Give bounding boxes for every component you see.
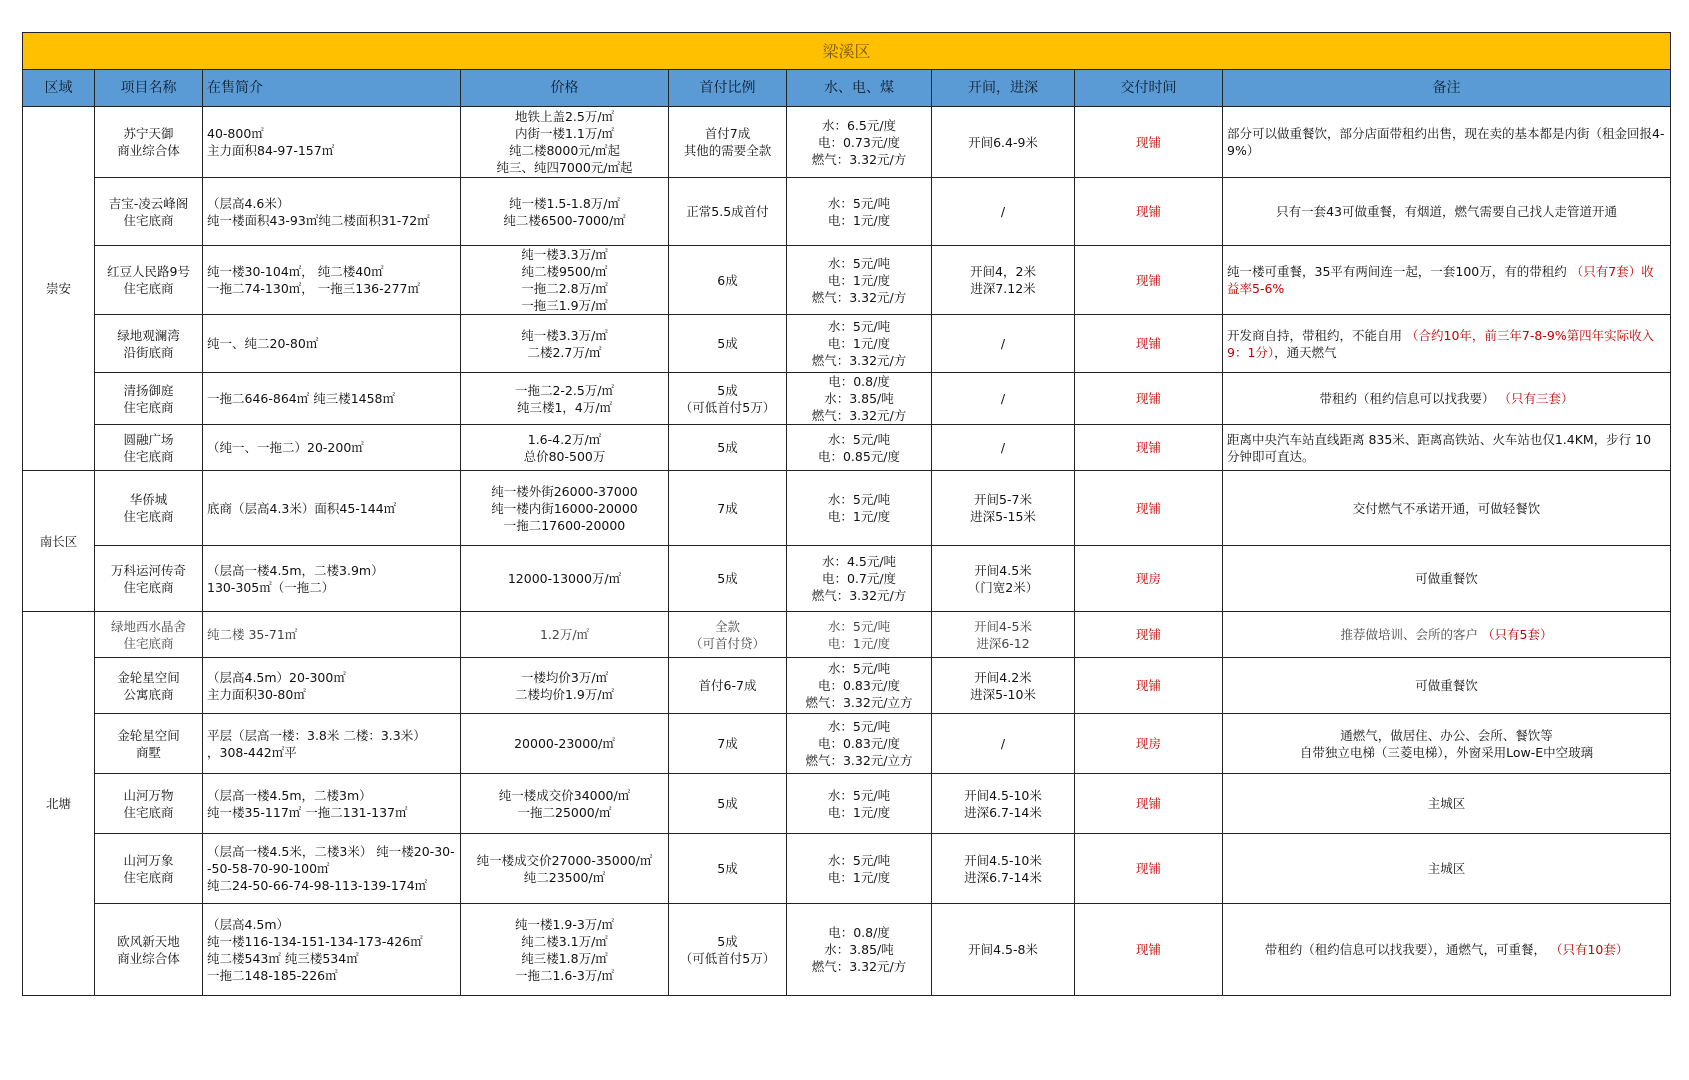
down-payment-cell: 5成 （可低首付5万）	[669, 373, 787, 425]
district-cell: 北塘	[23, 612, 95, 996]
remark-text: 带租约（租约信息可以找我要），通燃气，可重餐，	[1264, 942, 1546, 957]
delivery-cell: 现铺	[1075, 107, 1223, 178]
down-payment-cell: 7成	[669, 471, 787, 546]
down-payment-cell: 5成	[669, 425, 787, 471]
dimensions-cell: 开间4.5-10米 进深6.7-14米	[932, 774, 1075, 834]
remark-cell	[1223, 373, 1671, 425]
remark-text: 只有一套43可做重餐，有烟道，燃气需要自己找人走管道开通	[1276, 204, 1617, 219]
remark-highlight: （只有7套）收益率5-6%	[1227, 264, 1654, 296]
dimensions-cell: /	[932, 714, 1075, 774]
dimensions-cell: 开间4-5米 进深6-12	[932, 612, 1075, 658]
dimensions-cell: 开间4，2米 进深7.12米	[932, 246, 1075, 315]
utility-cell: 水：5元/吨 电：1元/度	[787, 612, 932, 658]
table-row	[23, 246, 1671, 315]
remark-text: 开发商自持，带租约，不能自用	[1227, 327, 1403, 343]
delivery-cell: 现铺	[1075, 373, 1223, 425]
dimensions-cell: 开间6.4-9米	[932, 107, 1075, 178]
remark-cell	[1223, 471, 1671, 546]
delivery-cell: 现铺	[1075, 658, 1223, 714]
table-row	[23, 425, 1671, 471]
remark-tail: ，通天燃气	[1274, 344, 1337, 360]
table-row	[23, 904, 1671, 996]
intro-cell: （层高4.5m） 纯一楼116-134-151-134-173-426㎡ 纯二楼543㎡ 纯三楼534㎡ 一拖二148-185-226㎡	[203, 904, 461, 996]
project-name-cell: 金轮星空间 公寓底商	[95, 658, 203, 714]
remark-cell	[1223, 774, 1671, 834]
district-cell: 崇安	[23, 107, 95, 471]
intro-cell: 40-800㎡ 主力面积84-97-157㎡	[203, 107, 461, 178]
remark-text: 纯一楼可重餐，35平有两间连一起，一套100万，有的带租约	[1227, 264, 1567, 279]
utility-cell: 水：5元/吨 电：0.83元/度 燃气：3.32元/立方	[787, 658, 932, 714]
price-cell: 一楼均价3万/㎡ 二楼均价1.9万/㎡	[461, 658, 669, 714]
dimensions-cell: /	[932, 425, 1075, 471]
dimensions-cell: 开间4.5-8米	[932, 904, 1075, 996]
header-cell: 交付时间	[1075, 70, 1223, 107]
project-name-cell: 华侨城 住宅底商	[95, 471, 203, 546]
delivery-cell: 现铺	[1075, 246, 1223, 315]
remark-cell	[1223, 315, 1671, 373]
table-row	[23, 612, 1671, 658]
header-row	[23, 70, 1671, 107]
project-name-cell: 苏宁天御 商业综合体	[95, 107, 203, 178]
delivery-cell: 现铺	[1075, 425, 1223, 471]
remark-text: 主城区	[1427, 861, 1466, 876]
price-cell: 纯一楼1.5-1.8万/㎡ 纯二楼6500-7000/㎡	[461, 178, 669, 246]
intro-cell: （纯一、一拖二）20-200㎡	[203, 425, 461, 471]
dimensions-cell: /	[932, 315, 1075, 373]
header-cell: 开间，进深	[932, 70, 1075, 107]
delivery-cell: 现铺	[1075, 904, 1223, 996]
dimensions-cell: /	[932, 373, 1075, 425]
delivery-cell: 现铺	[1075, 774, 1223, 834]
down-payment-cell: 5成	[669, 546, 787, 612]
project-name-cell: 绿地西水晶舍 住宅底商	[95, 612, 203, 658]
table-body	[23, 107, 1671, 996]
project-name-cell: 欧风新天地 商业综合体	[95, 904, 203, 996]
delivery-cell: 现铺	[1075, 471, 1223, 546]
property-table	[22, 32, 1671, 996]
remark-cell	[1223, 178, 1671, 246]
table-row	[23, 546, 1671, 612]
price-cell: 一拖二2-2.5万/㎡ 纯三楼1，4万/㎡	[461, 373, 669, 425]
price-cell: 12000-13000万/㎡	[461, 546, 669, 612]
project-name-cell: 山河万象 住宅底商	[95, 834, 203, 904]
remark-text: 带租约（租约信息可以找我要）	[1319, 391, 1495, 406]
project-name-cell: 山河万物 住宅底商	[95, 774, 203, 834]
remark-cell	[1223, 425, 1671, 471]
utility-cell: 水：5元/吨 电：1元/度	[787, 178, 932, 246]
intro-cell: （层高一楼4.5m，二楼3m） 纯一楼35-117㎡ 一拖二131-137㎡	[203, 774, 461, 834]
remark-text: 通燃气，做居住、办公、会所、餐饮等 自带独立电梯（三菱电梯），外窗采用Low-E中空玻璃	[1299, 727, 1594, 760]
delivery-cell: 现铺	[1075, 315, 1223, 373]
down-payment-cell: 全款 （可首付贷）	[669, 612, 787, 658]
remark-cell	[1223, 904, 1671, 996]
price-cell: 1.2万/㎡	[461, 612, 669, 658]
utility-cell: 水：5元/吨 电：0.83元/度 燃气：3.32元/立方	[787, 714, 932, 774]
spreadsheet	[22, 32, 1670, 996]
remark-cell	[1223, 834, 1671, 904]
delivery-cell: 现铺	[1075, 612, 1223, 658]
header-cell: 区域	[23, 70, 95, 107]
intro-cell: （层高一楼4.5米，二楼3米） 纯一楼20-30--50-58-70-90-100㎡ 纯二24-50-66-74-98-113-139-174㎡	[203, 834, 461, 904]
intro-cell: 底商（层高4.3米）面积45-144㎡	[203, 471, 461, 546]
utility-cell: 电：0.8/度 水：3.85/吨 燃气：3.32元/方	[787, 373, 932, 425]
utility-cell: 水：5元/吨 电：1元/度	[787, 834, 932, 904]
price-cell: 地铁上盖2.5万/㎡ 内街一楼1.1万/㎡ 纯二楼8000元/㎡起 纯三、纯四7000元/㎡起	[461, 107, 669, 178]
intro-cell: （层高4.5m）20-300㎡ 主力面积30-80㎡	[203, 658, 461, 714]
down-payment-cell: 6成	[669, 246, 787, 315]
down-payment-cell: 首付7成 其他的需要全款	[669, 107, 787, 178]
remark-highlight: （合约10年，前三年7-8-9%第四年实际收入9：1分）	[1227, 327, 1655, 360]
dimensions-cell: 开间4.2米 进深5-10米	[932, 658, 1075, 714]
remark-highlight: （只有三套）	[1494, 391, 1574, 406]
remark-text: 部分可以做重餐饮，部分店面带租约出售，现在卖的基本都是内街（租金回报4-9%）	[1227, 126, 1665, 158]
delivery-cell: 现铺	[1075, 834, 1223, 904]
remark-highlight: （只有10套）	[1545, 942, 1629, 957]
remark-cell	[1223, 658, 1671, 714]
header-cell: 项目名称	[95, 70, 203, 107]
project-name-cell: 万科运河传奇 住宅底商	[95, 546, 203, 612]
price-cell: 纯一楼成交价27000-35000/㎡ 纯二23500/㎡	[461, 834, 669, 904]
remark-cell	[1223, 246, 1671, 315]
delivery-cell: 现铺	[1075, 178, 1223, 246]
header-cell: 备注	[1223, 70, 1671, 107]
intro-cell: （层高4.6米） 纯一楼面积43-93㎡纯二楼面积31-72㎡	[203, 178, 461, 246]
remark-cell	[1223, 546, 1671, 612]
remark-highlight: （只有5套）	[1478, 627, 1553, 642]
header-cell: 在售简介	[203, 70, 461, 107]
utility-cell: 水：6.5元/度 电：0.73元/度 燃气：3.32元/方	[787, 107, 932, 178]
remark-text: 交付燃气不承诺开通，可做轻餐饮	[1352, 500, 1541, 516]
header-cell: 水、电、煤	[787, 70, 932, 107]
project-name-cell: 清扬御庭 住宅底商	[95, 373, 203, 425]
remark-text: 可做重餐饮	[1415, 678, 1478, 693]
intro-cell: 纯二楼 35-71㎡	[203, 612, 461, 658]
intro-cell: 一拖二646-864㎡ 纯三楼1458㎡	[203, 373, 461, 425]
utility-cell: 水：5元/吨 电：1元/度	[787, 774, 932, 834]
remark-text: 主城区	[1427, 796, 1466, 811]
utility-cell: 水：5元/吨 电：1元/度 燃气：3.32元/方	[787, 315, 932, 373]
table-row	[23, 774, 1671, 834]
down-payment-cell: 7成	[669, 714, 787, 774]
down-payment-cell: 5成	[669, 834, 787, 904]
utility-cell: 水：5元/吨 电：1元/度 燃气：3.32元/方	[787, 246, 932, 315]
price-cell: 纯一楼3.3万/㎡ 纯二楼9500/㎡ 一拖二2.8万/㎡ 一拖三1.9万/㎡	[461, 246, 669, 315]
utility-cell: 水：5元/吨 电：1元/度	[787, 471, 932, 546]
price-cell: 纯一楼3.3万/㎡ 二楼2.7万/㎡	[461, 315, 669, 373]
price-cell: 纯一楼外街26000-37000 纯一楼内街16000-20000 一拖二17600-20000	[461, 471, 669, 546]
header-cell: 首付比例	[669, 70, 787, 107]
dimensions-cell: /	[932, 178, 1075, 246]
remark-text: 推荐做培训、会所的客户	[1340, 627, 1479, 642]
project-name-cell: 吉宝-凌云峰阁 住宅底商	[95, 178, 203, 246]
district-cell: 南长区	[23, 471, 95, 612]
remark-text: 可做重餐饮	[1415, 571, 1478, 586]
price-cell: 纯一楼1.9-3万/㎡ 纯二楼3.1万/㎡ 纯三楼1.8万/㎡ 一拖二1.6-3万/㎡	[461, 904, 669, 996]
price-cell: 20000-23000/㎡	[461, 714, 669, 774]
utility-cell: 电：0.8/度 水：3.85/吨 燃气：3.32元/方	[787, 904, 932, 996]
remark-cell	[1223, 714, 1671, 774]
price-cell: 1.6-4.2万/㎡ 总价80-500万	[461, 425, 669, 471]
table-row	[23, 471, 1671, 546]
dimensions-cell: 开间4.5米 （门宽2米）	[932, 546, 1075, 612]
remark-cell	[1223, 612, 1671, 658]
delivery-cell: 现房	[1075, 714, 1223, 774]
table-row	[23, 658, 1671, 714]
intro-cell: 纯一、纯二20-80㎡	[203, 315, 461, 373]
intro-cell: 纯一楼30-104㎡， 纯二楼40㎡ 一拖二74-130㎡， 一拖三136-277㎡	[203, 246, 461, 315]
remark-text: 距离中央汽车站直线距离 835米、距离高铁站、火车站也仅1.4KM，步行 10 分钟即可直达。	[1227, 431, 1652, 464]
project-name-cell: 圆融广场 住宅底商	[95, 425, 203, 471]
utility-cell: 水：5元/吨 电：0.85元/度	[787, 425, 932, 471]
table-row	[23, 373, 1671, 425]
down-payment-cell: 5成	[669, 315, 787, 373]
table-title: 梁溪区	[23, 33, 1671, 70]
dimensions-cell: 开间5-7米 进深5-15米	[932, 471, 1075, 546]
utility-cell: 水：4.5元/吨 电：0.7元/度 燃气：3.32元/方	[787, 546, 932, 612]
down-payment-cell: 5成 （可低首付5万）	[669, 904, 787, 996]
project-name-cell: 红豆人民路9号 住宅底商	[95, 246, 203, 315]
table-row	[23, 107, 1671, 178]
intro-cell: （层高一楼4.5m，二楼3.9m） 130-305㎡（一拖二）	[203, 546, 461, 612]
table-row	[23, 834, 1671, 904]
intro-cell: 平层（层高一楼：3.8米 二楼：3.3米） ，308-442㎡平	[203, 714, 461, 774]
table-row	[23, 178, 1671, 246]
table-row	[23, 714, 1671, 774]
table-row	[23, 315, 1671, 373]
down-payment-cell: 正常5.5成首付	[669, 178, 787, 246]
project-name-cell: 金轮星空间 商墅	[95, 714, 203, 774]
dimensions-cell: 开间4.5-10米 进深6.7-14米	[932, 834, 1075, 904]
remark-cell	[1223, 107, 1671, 178]
delivery-cell: 现房	[1075, 546, 1223, 612]
price-cell: 纯一楼成交价34000/㎡ 一拖二25000/㎡	[461, 774, 669, 834]
down-payment-cell: 首付6-7成	[669, 658, 787, 714]
project-name-cell: 绿地观澜湾 沿街底商	[95, 315, 203, 373]
header-cell: 价格	[461, 70, 669, 107]
down-payment-cell: 5成	[669, 774, 787, 834]
